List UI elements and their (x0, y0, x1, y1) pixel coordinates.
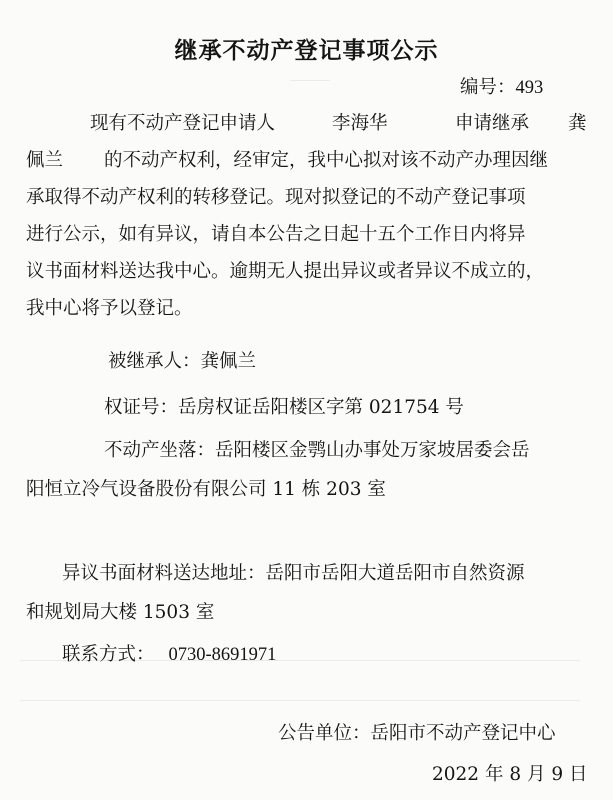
property-location (104, 439, 530, 463)
objection-line-1: 岳阳市岳阳大道岳阳市自然资源 (265, 563, 525, 584)
objection-line-2: 和规划局大楼 1503 室 (26, 602, 215, 623)
body-line-1c: 龚 (568, 113, 587, 134)
serial-label: 编号： (460, 77, 516, 98)
decedent-value: 龚佩兰 (200, 351, 257, 372)
certificate-number (104, 396, 464, 420)
certificate-label: 权证号： (104, 397, 179, 418)
issue-date: 2022 年 8 月 9 日 (432, 764, 588, 785)
contact (62, 643, 276, 667)
body-line-3: 承取得不动产权利的转移登记。现对拟登记的不动产登记事项 (26, 187, 526, 208)
serial-number (460, 76, 543, 100)
issuer-label: 公告单位： (278, 723, 371, 744)
issuer-value: 岳阳市不动产登记中心 (370, 723, 556, 744)
serial-value: 493 (515, 78, 544, 98)
body-line-2b: 的不动产权利，经审定，我中心拟对该不动产办理因继 (104, 150, 549, 171)
applicant-name: 李海华 (332, 113, 388, 134)
decedent (108, 350, 256, 374)
decedent-label: 被继承人： (108, 351, 201, 372)
certificate-value: 岳房权证岳阳楼区字第 021754 号 (178, 397, 464, 418)
bleed-through-mark (20, 700, 580, 701)
location-label: 不动产坐落： (104, 440, 216, 461)
document-title: 继承不动产登记事项公示 (174, 38, 439, 64)
bleed-through-mark (290, 80, 330, 81)
contact-label: 联系方式： (62, 644, 155, 665)
body-line-1a: 现有不动产登记申请人 (90, 113, 276, 134)
contact-value: 0730-8691971 (168, 645, 277, 665)
location-line-1: 岳阳楼区金鹗山办事处万家坡居委会岳 (215, 440, 530, 461)
body-line-4: 进行公示，如有异议，请自本公告之日起十五个工作日内将异 (26, 224, 526, 245)
body-line-6: 我中心将予以登记。 (26, 298, 193, 319)
body-line-1b: 申请继承 (455, 113, 530, 134)
body-line-5: 议书面材料送达我中心。逾期无人提出异议或者异议不成立的， (26, 261, 545, 282)
issuer (278, 722, 556, 746)
location-line-2: 阳恒立冷气设备股份有限公司 11 栋 203 室 (26, 479, 386, 500)
body-line-2a: 佩兰 (26, 150, 64, 171)
objection-label: 异议书面材料送达地址： (62, 563, 266, 584)
objection-address (62, 562, 525, 586)
